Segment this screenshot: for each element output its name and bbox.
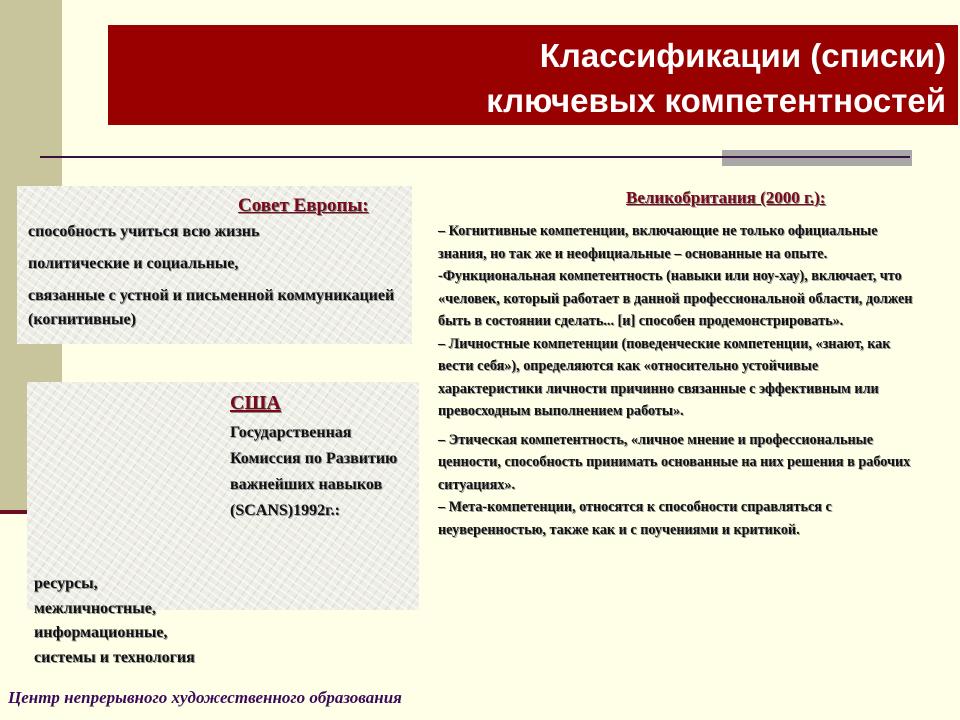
uk-item: – Этическая компетентность, «личное мнение и профессиональные ценности, способность принимать основанные на них решения в рабочих ситуациях». <box>438 431 911 493</box>
uk-item: – Когнитивные компетенции, включающие не только официальные знания, но так же и неофициальные – основанные на опыте. <box>438 223 878 262</box>
europe-item: способность учиться всю жизнь <box>28 223 260 240</box>
uk-item: – Мета-компетенции, относятся к способности справляться с неуверенностью, также как и с поучениями и критикой. <box>438 499 832 538</box>
europe-item: связанные с устной и письменной коммуникацией (когнитивные) <box>28 287 395 328</box>
usa-item: системы и технология <box>34 648 195 666</box>
uk-list <box>438 220 918 541</box>
footer-caption: Центр непрерывного художественного образования <box>8 688 402 707</box>
title-line-1: Классификации (списки) <box>539 37 946 74</box>
uk-heading-colon: : <box>819 188 826 207</box>
usa-commission: Государственная Комиссия по Развитию важнейших навыков (SCANS)1992г.: <box>230 424 398 519</box>
title-banner <box>108 25 958 125</box>
europe-list <box>28 220 408 340</box>
usa-item: информационные, <box>34 624 168 641</box>
europe-heading: Совет Европы: <box>238 195 369 216</box>
uk-heading-text: Великобритания (2000 г.) <box>626 188 820 207</box>
divider-gray-block <box>722 150 912 166</box>
divider-line <box>40 156 910 158</box>
uk-heading <box>626 188 825 208</box>
europe-item: политические и социальные, <box>28 255 239 272</box>
title-line-2: ключевых компетентностей <box>486 82 946 119</box>
usa-item: ресурсы, <box>34 575 98 592</box>
usa-item: межличностные, <box>34 599 156 617</box>
usa-list <box>34 572 294 670</box>
uk-item: – Личностные компетенции (поведенческие компетенции, «знают, как вести себя»), определяются как «относительно устойчивые характеристики личности причинно связанные с эффективным или превосходным выполнением работы». <box>438 335 891 419</box>
usa-heading: США <box>230 392 281 414</box>
uk-item: -Функциональная компетентность (навыки или ноу-хау), включает, что «человек, который работает в данной профессиональной области, должен быть в состоянии сделать... [и] способен продемонстрировать». <box>438 268 913 329</box>
